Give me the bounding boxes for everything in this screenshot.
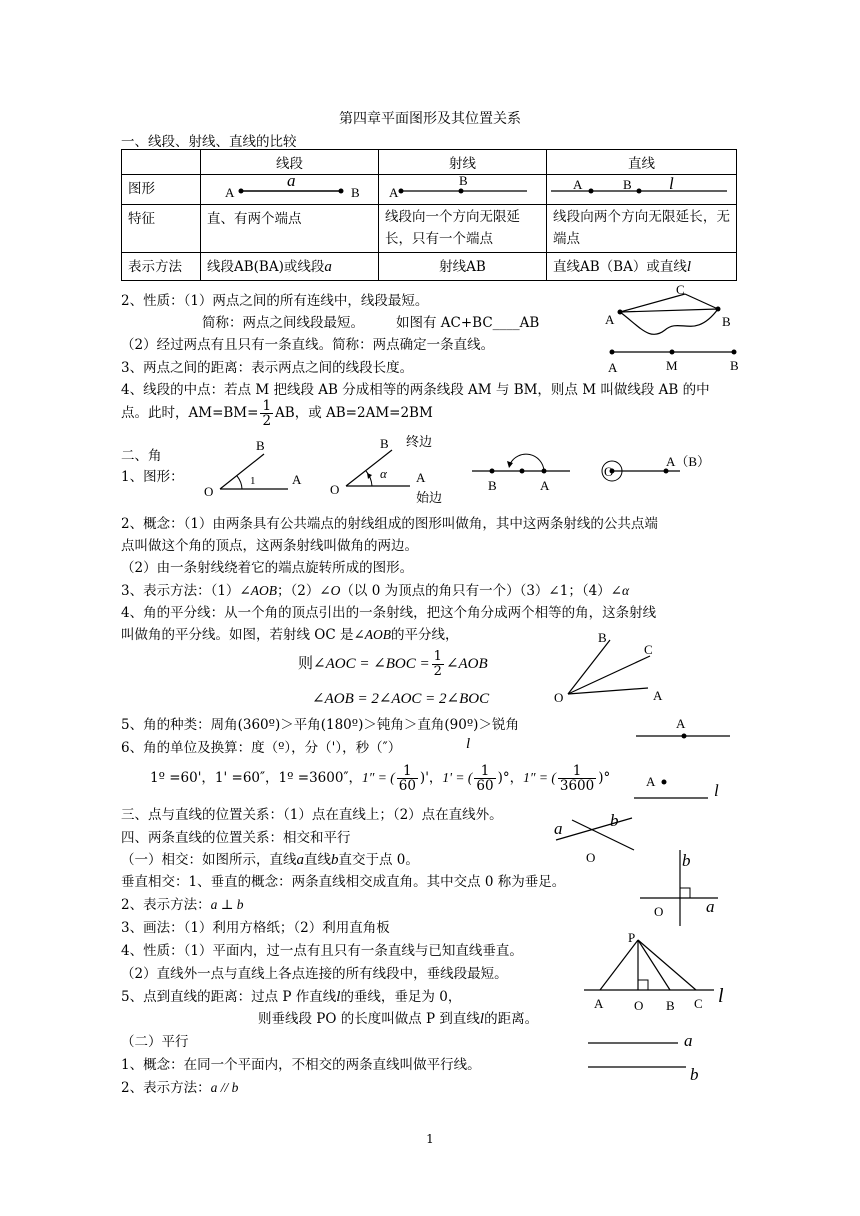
var-l: l <box>466 736 471 752</box>
svg-text:M: M <box>666 358 678 373</box>
svg-text:A: A <box>676 716 686 731</box>
text-line: 3、两点之间的距离：表示两点之间的线段长度。 <box>121 360 414 376</box>
svg-text:B: B <box>623 177 632 192</box>
label-A: A <box>225 185 235 200</box>
text-line: 4、线段的中点：若点 M 把线段 AB 分成相等的两条线段 AM 与 BM，则点 M 叫做线段 AB 的中 <box>121 382 710 398</box>
ray-figure-cell <box>379 175 547 205</box>
svg-text:C: C <box>694 996 703 1011</box>
section-heading-3: 三、点与直线的位置关系：（1）点在直线上；（2）点在直线外。 <box>121 807 503 823</box>
perpendicular-figure <box>640 848 730 928</box>
svg-text:O: O <box>586 850 596 865</box>
svg-text:B: B <box>730 358 739 373</box>
text-line: 垂直相交：1、垂直的概念：两条直线相交成直角。其中交点 0 称为垂足。 <box>121 874 566 890</box>
svg-text:A: A <box>389 185 399 200</box>
svg-text:B: B <box>598 630 607 645</box>
fraction-half: $\frac{1}{2}$ <box>262 398 272 430</box>
svg-text:C: C <box>676 282 685 297</box>
svg-text:O: O <box>554 690 564 705</box>
segment-figure <box>203 173 363 203</box>
svg-text:终边: 终边 <box>406 434 433 449</box>
label-a: a <box>287 171 296 190</box>
svg-text:A（B）: A（B） <box>666 454 711 469</box>
intersecting-lines-figure <box>550 810 640 870</box>
text-line: 2、表示方法：a // b <box>121 1080 239 1096</box>
svg-text:A: A <box>608 360 618 375</box>
svg-text:B: B <box>722 314 731 329</box>
text-line: 3、表示方法：（1）∠AOB；（2）∠O（以 0 为顶点的角只有一个）（3）∠1；（4）∠α <box>121 583 630 599</box>
bisector-figure <box>550 630 680 705</box>
text-line: （2）直线外一点与直线上各点连接的所有线段中，垂线段最短。 <box>121 966 508 982</box>
unit-conversion-line: 1º =60'，1' =60″，1º =3600″，1″ = ( $\frac{1}{60}$ )'，1' = ( $\frac{1}{60}$ )°，1″ = ( $\frac{1}{3600}$ )° <box>150 763 611 795</box>
svg-text:a: a <box>554 819 563 838</box>
svg-text:l: l <box>718 985 724 1007</box>
parallel-lines-figure <box>588 1026 708 1086</box>
text-line: 4、角的平分线：从一个角的顶点引出的一条射线，把这个角分成两个相等的角，这条射线 <box>121 605 657 621</box>
comparison-table <box>121 149 737 281</box>
section-heading-4: 四、两条直线的位置关系：相交和平行 <box>121 830 351 846</box>
svg-text:B: B <box>459 173 468 188</box>
line-feature: 线段向两个方向无限延长，无端点 <box>547 205 737 253</box>
segment-notation: 线段AB(BA)或线段a <box>201 253 379 281</box>
bisector-equation-2: ∠AOB = 2∠AOC = 2∠BOC <box>312 691 490 707</box>
table-header-segment: 线段 <box>201 150 379 175</box>
text-line: 5、点到直线的距离：过点 P 作直线l的垂线，垂足为 0， <box>121 989 462 1005</box>
svg-text:O: O <box>654 904 664 919</box>
svg-text:b: b <box>682 851 691 870</box>
text-line: 点。此时，AM=BM= $\frac{1}{2}$ AB，或 AB=2AM=2BM <box>121 398 433 430</box>
row-label-feature: 特征 <box>122 205 201 253</box>
text-line: 1、图形： <box>121 469 184 485</box>
text-line: 叫做角的平分线。如图，若射线 OC 是∠AOB的平分线， <box>121 627 459 643</box>
svg-text:b: b <box>610 811 619 830</box>
svg-text:O: O <box>634 998 644 1013</box>
svg-text:A: A <box>573 177 583 192</box>
svg-text:B: B <box>488 478 497 493</box>
text-line: 2、表示方法：a ⊥ b <box>121 897 244 913</box>
perpendicular-distance-figure <box>584 928 734 1018</box>
row-label-notation: 表示方法 <box>122 253 201 281</box>
svg-text:O: O <box>604 464 614 479</box>
text-line: 1、概念：在同一个平面内，不相交的两条直线叫做平行线。 <box>121 1057 481 1073</box>
svg-text:B: B <box>256 438 265 453</box>
row-label-figure: 图形 <box>122 175 201 205</box>
ray-notation: 射线AB <box>379 253 547 281</box>
svg-text:1: 1 <box>250 475 256 487</box>
svg-text:A: A <box>292 472 302 487</box>
text-line: 5、角的种类：周角(360º)＞平角(180º)＞钝角＞直角(90º)＞锐角 <box>121 717 519 733</box>
text-line: 点叫做这个角的顶点，这两条射线叫做角的两边。 <box>121 538 418 554</box>
svg-text:A: A <box>653 688 663 703</box>
svg-text:A: A <box>416 470 426 485</box>
bisector-equation-1: 则∠AOC = ∠BOC = $\frac{1}{2}$ ∠AOB <box>298 649 488 679</box>
table-header-ray: 射线 <box>379 150 547 175</box>
line-figure-cell <box>547 175 737 205</box>
text-line: 3、画法：（1）利用方格纸；（2）利用直角板 <box>121 920 390 936</box>
svg-text:A: A <box>540 478 550 493</box>
text-line: 如图有 AC+BC____AB <box>396 315 540 331</box>
text-line: 2、性质：（1）两点之间的所有连线中，线段最短。 <box>121 293 429 309</box>
svg-text:B: B <box>380 436 389 451</box>
section-heading-1: 一、线段、射线、直线的比较 <box>121 134 297 150</box>
angle-figures <box>200 434 711 506</box>
svg-text:P: P <box>628 930 636 945</box>
svg-text:C: C <box>644 642 653 657</box>
text-line: 4、性质：（1）平面内，过一点有且只有一条直线与已知直线垂直。 <box>121 943 523 959</box>
svg-text:A: A <box>594 996 604 1011</box>
svg-text:O: O <box>330 482 340 497</box>
svg-text:始边: 始边 <box>416 490 443 505</box>
table-header-empty <box>122 150 201 175</box>
text-line: 简称：两点之间线段最短。 <box>202 315 364 331</box>
svg-text:b: b <box>690 1065 699 1084</box>
ray-figure <box>381 173 531 203</box>
svg-text:A: A <box>605 312 615 327</box>
svg-text:α: α <box>380 466 387 481</box>
text-line: （一）相交：如图所示，直线a直线b直交于点 0。 <box>121 852 419 868</box>
label-B: B <box>351 185 360 200</box>
svg-text:O: O <box>204 484 214 499</box>
text-line: （2）由一条射线绕着它的端点旋转所成的图形。 <box>121 560 414 576</box>
segment-figure-cell <box>201 171 379 205</box>
text-line: （2）经过两点有且只有一条直线。简称：两点确定一条直线。 <box>121 337 495 353</box>
svg-text:B: B <box>666 998 675 1013</box>
page-title: 第四章平面图形及其位置关系 <box>339 111 521 127</box>
triangle-curve-figure <box>600 282 740 375</box>
table-header-line: 直线 <box>547 150 737 175</box>
text-line: （二）平行 <box>121 1034 189 1050</box>
text-line: 2、概念：（1）由两条具有公共端点的射线组成的图形叫做角，其中这两条射线的公共点端 <box>121 516 658 532</box>
svg-text:l: l <box>714 781 719 800</box>
segment-feature: 直、有两个端点 <box>201 205 379 253</box>
line-notation: 直线AB（BA）或直线l <box>547 253 737 281</box>
point-line-figure <box>634 712 734 802</box>
text-line: 6、角的单位及换算：度（º），分（'），秒（″） <box>121 740 402 756</box>
svg-text:l: l <box>669 174 674 193</box>
svg-text:a: a <box>684 1031 693 1050</box>
ray-feature: 线段向一个方向无限延长，只有一个端点 <box>379 205 547 253</box>
line-figure <box>547 173 732 203</box>
svg-text:A: A <box>646 774 656 789</box>
section-heading-2: 二、角 <box>121 448 162 464</box>
svg-text:a: a <box>706 897 715 916</box>
page-number: 1 <box>426 1132 434 1146</box>
text-line: 则垂线段 PO 的长度叫做点 P 到直线l的距离。 <box>258 1011 539 1027</box>
